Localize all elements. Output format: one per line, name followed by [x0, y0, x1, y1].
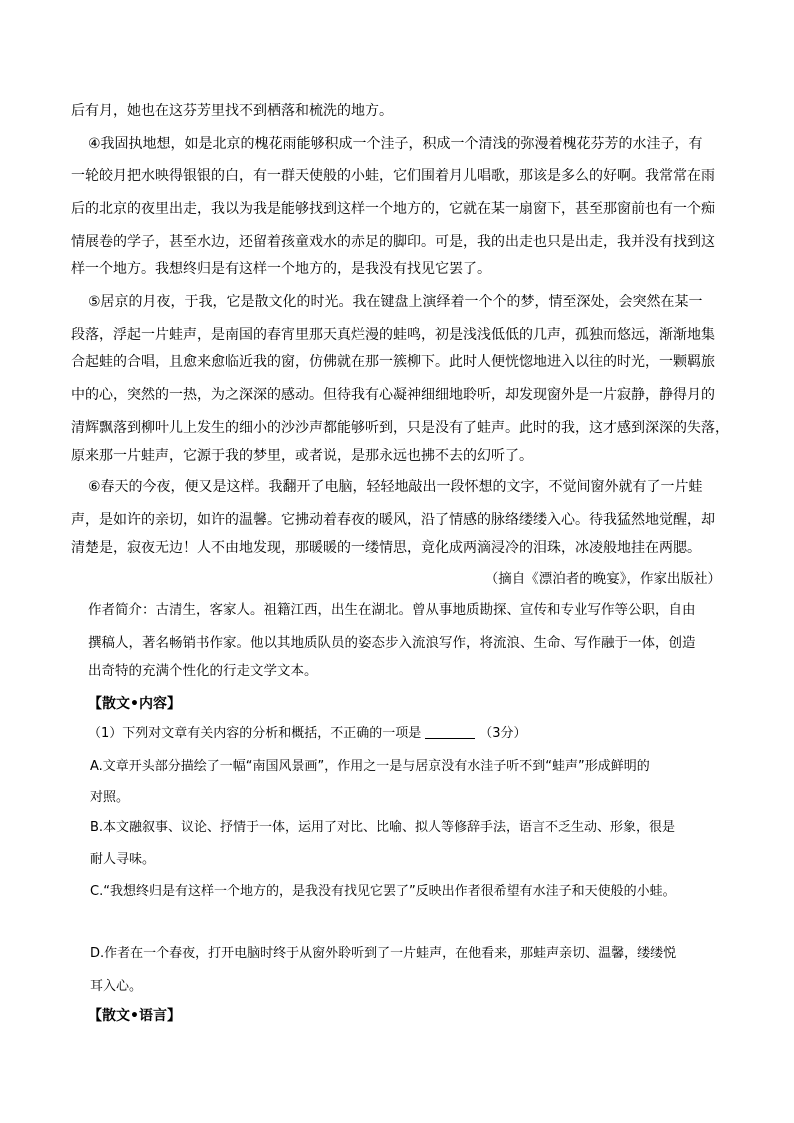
- passage-line: 情展卷的学子，甚至水边，还留着孩童戏水的赤足的脚印。可是，我的出走也只是出走，我并没有找到这: [71, 234, 715, 250]
- passage-line: 后的北京的夜里出走，我以为我是能够找到这样一个地方的，它就在某一扇窗下，甚至那窗前也有一个痴: [71, 201, 715, 217]
- passage-line: 段落，浮起一片蛙声，是南国的春宵里那天真烂漫的蛙鸣，初是浅浅低低的几声，孤独而悠远，渐渐地集: [71, 327, 715, 343]
- option-a: A.文章开头部分描绘了一幅“南国风景画”，作用之一是与居京没有水洼子听不到“蛙声”形成鲜明的: [90, 759, 650, 774]
- option-b-cont: 耐人寻味。: [90, 852, 156, 867]
- answer-blank[interactable]: [425, 724, 475, 739]
- section-heading-language: 【散文•语言】: [88, 1008, 181, 1024]
- section-heading-content: 【散文•内容】: [88, 696, 181, 712]
- option-b: B.本文融叙事、议论、抒情于一体，运用了对比、比喻、拟人等修辞手法，语言不乏生动、形象，很是: [90, 820, 676, 835]
- option-c: C.“我想终归是有这样一个地方的，是我没有找见它罢了”反映出作者很希望有水洼子和天使般的小蛙。: [90, 884, 676, 899]
- question-score: （3分）: [479, 726, 527, 741]
- passage-line: 中的心，突然的一热，为之深深的感动。但待我有心凝神细细地聆听，却发现窗外是一片寂静，静得月的: [71, 387, 715, 403]
- passage-line: 原来那一片蛙声，它源于我的梦里，或者说，是那永远也拂不去的幻听了。: [71, 448, 533, 464]
- option-d-cont: 耳入心。: [90, 979, 143, 994]
- passage-line: 后有月，她也在这芬芳里找不到栖落和梳洗的地方。: [71, 103, 393, 119]
- question-1-stem: [88, 724, 527, 744]
- author-intro-line: 出奇特的充满个性化的行走文学文本。: [88, 663, 318, 679]
- option-d: D.作者在一个春夜，打开电脑时终于从窗外聆听到了一片蛙声，在他看来，那蛙声亲切、温馨，缕缕悦: [90, 946, 677, 961]
- passage-line: 样一个地方。我想终归是有这样一个地方的，是我没有找见它罢了。: [71, 261, 491, 277]
- passage-line: 清辉飘落到柳叶儿上发生的细小的沙沙声都能够听到，只是没有了蛙声。此时的我，这才感到深深的失落，: [71, 420, 729, 436]
- passage-paragraph-6: ⑥春天的今夜，便又是这样。我翻开了电脑，轻轻地敲出一段怀想的文字，不觉间窗外就有了一片蛙: [88, 479, 703, 495]
- passage-source: （摘自《漂泊者的晚宴》，作家出版社）: [484, 571, 721, 587]
- question-stem-text: （1）下列对文章有关内容的分析和概括，不正确的一项是: [88, 726, 422, 741]
- passage-line: 清楚是，寂夜无边！人不由地发现，那暖暖的一缕情思，竟化成两滴浸冷的泪珠，冰凌般地挂在两腮。: [71, 540, 701, 556]
- passage-line: 一轮皎月把水映得银银的白，有一群天使般的小蛙，它们围着月儿唱歌，那该是多么的好啊。我常常在雨: [71, 168, 715, 184]
- option-a-cont: 对照。: [90, 790, 130, 805]
- passage-line: 合起蛙的合唱，且愈来愈临近我的窗，仿佛就在那一簇柳下。此时人便恍惚地进入以往的时光，一颗羁旅: [71, 354, 715, 370]
- passage-line: 声，是如许的亲切，如许的温馨。它拂动着春夜的暖风，沿了情感的脉络缕缕入心。待我猛然地觉醒，却: [71, 512, 715, 528]
- passage-paragraph-5: ⑤居京的月夜，于我，它是散文化的时光。我在键盘上演绎着一个个的梦，情至深处，会突然在某一: [88, 294, 703, 310]
- author-intro-line: 撰稿人，著名畅销书作家。他以其地质队员的姿态步入流浪写作，将流浪、生命、写作融于一体，创造: [88, 635, 696, 651]
- author-intro-line: 作者简介：古清生，客家人。祖籍江西，出生在湖北。曾从事地质勘探、宣传和专业写作等公职，自由: [88, 602, 696, 618]
- passage-paragraph-4: ④我固执地想，如是北京的槐花雨能够积成一个洼子，积成一个清浅的弥漫着槐花芬芳的水洼子，有: [88, 136, 703, 152]
